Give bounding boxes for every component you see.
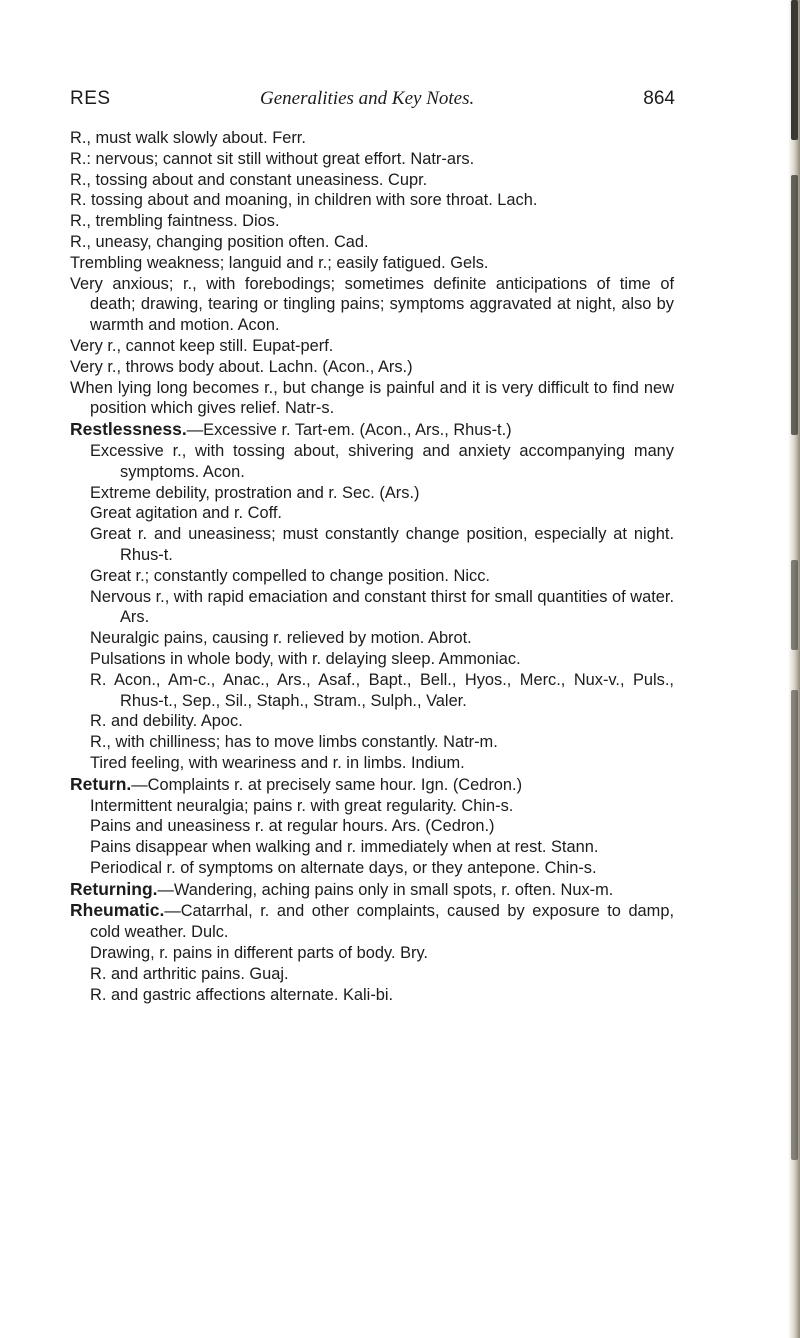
entry-text: Pains and uneasiness r. at regular hours. Ars. (Cedron.) (90, 817, 495, 836)
entry (70, 566, 674, 587)
entry-text: —Complaints r. at precisely same hour. Ign. (Cedron.) (131, 775, 523, 794)
entry (70, 753, 674, 774)
entry-text: —Catarrhal, r. and other complaints, caused by exposure to damp, cold weather. Dulc. (90, 902, 674, 942)
entry (70, 232, 674, 253)
entry-text: R. and debility. Apoc. (90, 712, 243, 731)
entry (70, 253, 674, 274)
entry-text: R.: nervous; cannot sit still without great effort. Natr-ars. (70, 149, 475, 168)
entry (70, 211, 674, 232)
entry-text: R. tossing about and moaning, in children with sore throat. Lach. (70, 191, 538, 210)
entry (70, 170, 674, 191)
entry-text: R. and gastric affections alternate. Kali-bi. (90, 985, 394, 1004)
entry-text: Very anxious; r., with forebodings; sometimes definite anticipations of time of death; drawing, tearing or tingling pains; symptoms aggravated at night, also by warmth and motion. Acon. (70, 274, 674, 335)
entry (70, 649, 674, 670)
entry (70, 336, 674, 357)
header-section-key: RES (70, 88, 111, 109)
entry (70, 587, 674, 629)
entry (70, 441, 674, 483)
entry-text: —Wandering, aching pains only in small spots, r. often. Nux-m. (157, 880, 614, 899)
entry (70, 274, 674, 336)
entry (70, 628, 674, 649)
running-header (70, 88, 675, 114)
entry-text: Periodical r. of symptoms on alternate days, or they antepone. Chin-s. (90, 858, 597, 877)
entry (70, 524, 674, 566)
entry-heading (70, 879, 674, 901)
entry-text: Trembling weakness; languid and r.; easily fatigued. Gels. (70, 253, 489, 272)
entry-text: Pains disappear when walking and r. immediately when at rest. Stann. (90, 838, 599, 857)
entry-text: Drawing, r. pains in different parts of body. Bry. (90, 944, 428, 963)
entry-text: Pulsations in whole body, with r. delaying sleep. Ammoniac. (90, 649, 521, 668)
page-number: 864 (643, 88, 675, 109)
entry-keyword: Returning. (70, 878, 158, 899)
entry (70, 796, 674, 817)
entry-text: Very r., cannot keep still. Eupat-perf. (70, 336, 334, 355)
entry-heading (70, 419, 674, 441)
entry-text: R., must walk slowly about. Ferr. (70, 129, 306, 147)
entry-text: Nervous r., with rapid emaciation and constant thirst for small quantities of water. Ars. (90, 587, 674, 627)
entry (70, 670, 674, 712)
entry-text: Very r., throws body about. Lachn. (Acon., Ars.) (70, 357, 413, 376)
entry-text: R. Acon., Am-c., Anac., Ars., Asaf., Bapt., Bell., Hyos., Merc., Nux-v., Puls., Rhus-t., Sep., Sil., Staph., Stram., Sulph., Valer. (90, 670, 674, 710)
header-title: Generalities and Key Notes. (260, 88, 475, 109)
entry-text: Great r. and uneasiness; must constantly change position, especially at night. Rhus-t. (90, 525, 674, 564)
entry (70, 985, 674, 1006)
entry-heading (70, 900, 674, 943)
entry (70, 357, 674, 378)
entry-keyword: Restlessness. (70, 419, 187, 440)
entry (70, 503, 674, 524)
entry-text: R. and arthritic pains. Guaj. (90, 964, 289, 983)
entry (70, 190, 674, 211)
entry (70, 943, 674, 964)
entry-text: Great agitation and r. Coff. (90, 504, 282, 523)
entry (70, 128, 674, 149)
entry-text: —Excessive r. Tart-em. (Acon., Ars., Rhus-t.) (186, 421, 512, 440)
entry-text: Intermittent neuralgia; pains r. with great regularity. Chin-s. (90, 796, 514, 815)
entry-heading (70, 774, 674, 796)
entry-text: Great r.; constantly compelled to change position. Nicc. (90, 566, 490, 585)
page-edge-mark (791, 0, 798, 140)
entry-text: Neuralgic pains, causing r. relieved by motion. Abrot. (90, 629, 472, 648)
entry-text: R., tossing about and constant uneasiness. Cupr. (70, 170, 428, 189)
page-edge-mark (791, 560, 798, 650)
page-edge-mark (791, 175, 798, 435)
entry (70, 483, 674, 504)
entry (70, 378, 674, 420)
page-edge-mark (791, 690, 798, 1160)
entry (70, 816, 674, 837)
entry (70, 837, 674, 858)
entry (70, 858, 674, 879)
entries-list (70, 128, 674, 1005)
entry-text: R., with chilliness; has to move limbs constantly. Natr-m. (90, 733, 498, 752)
entry-text: Tired feeling, with weariness and r. in limbs. Indium. (90, 753, 465, 772)
entry-text: Extreme debility, prostration and r. Sec. (Ars.) (90, 483, 420, 502)
entry-keyword: Return. (70, 773, 132, 794)
entry-text: When lying long becomes r., but change is painful and it is very difficult to find new position which gives relief. Natr-s. (70, 378, 674, 418)
entry-text: Excessive r., with tossing about, shivering and anxiety accompanying many symptoms. Acon. (90, 441, 674, 481)
entry (70, 964, 674, 985)
entry (70, 149, 674, 170)
entry-keyword: Rheumatic. (70, 900, 165, 921)
entry (70, 732, 674, 753)
entry (70, 711, 674, 732)
entry-text: R., trembling faintness. Dios. (70, 212, 280, 231)
entry-text: R., uneasy, changing position often. Cad. (70, 232, 369, 251)
